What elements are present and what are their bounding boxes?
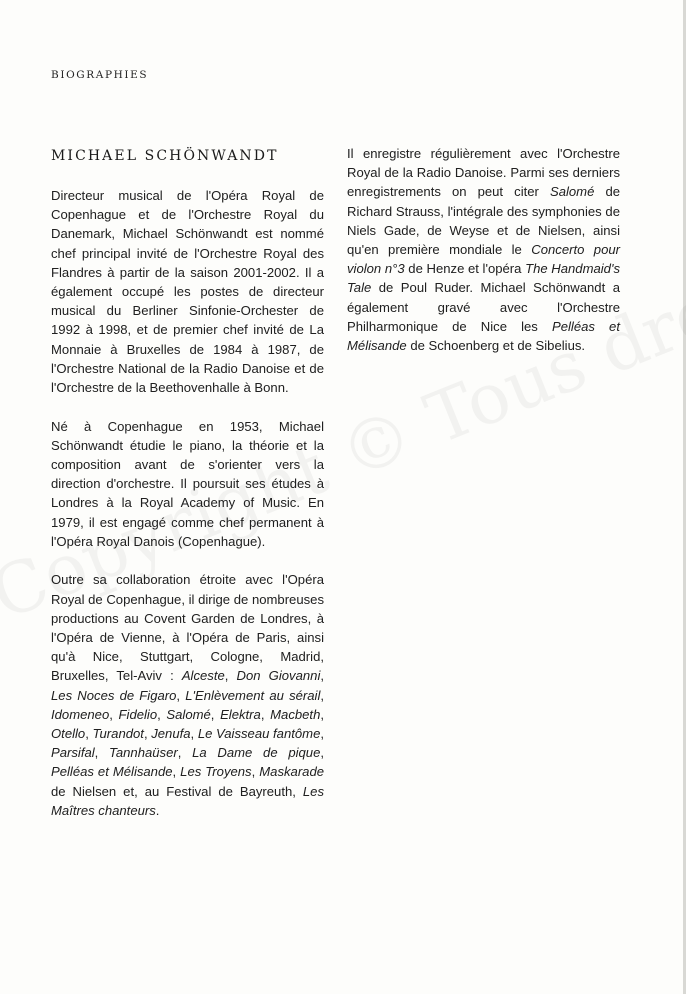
italic-title: Alceste	[181, 668, 225, 684]
paragraph	[51, 186, 324, 397]
text-run: ,	[260, 706, 271, 722]
text-run: Né à Copenhague en 1953, Michael Schönwandt étudie le piano, la théorie et la composition avant de s'orienter vers la direction d'orchestre. Il poursuit ses études à Londres à la Royal Academy of Music. En 1979, il est engagé comme chef permanent à l'Opéra Royal Danois (Copenhague).	[51, 418, 324, 549]
bio-title: MICHAEL SCHÖNWANDT	[51, 148, 279, 164]
italic-title: Fidelio	[118, 706, 158, 722]
italic-title: Le Vaisseau fantôme	[197, 726, 321, 742]
text-run: ,	[176, 687, 186, 703]
text-run: ,	[109, 706, 119, 722]
text-run: ,	[320, 668, 324, 684]
italic-title: Turandot	[92, 726, 144, 742]
text-run: ,	[251, 764, 260, 780]
right-column	[347, 144, 620, 375]
text-run: ,	[157, 706, 167, 722]
italic-title: Salomé	[166, 706, 211, 722]
italic-title: La Dame de pique	[192, 745, 321, 761]
italic-title: Jenufa	[151, 726, 191, 742]
italic-title: Les Maîtres chanteurs	[51, 783, 324, 818]
italic-title: Pelléas et Mélisande	[347, 318, 620, 354]
text-run: ,	[320, 726, 324, 742]
italic-title: Pelléas et Mélisande	[51, 764, 173, 780]
text-run: ,	[320, 687, 324, 703]
text-run: ,	[320, 745, 325, 761]
italic-title: Don Giovanni	[236, 668, 321, 684]
text-run: Outre sa collaboration étroite avec l'Opéra Royal de Copenhague, il dirige de nombreuses productions au Covent Garden de Londres, à l'Opéra de Vienne, à l'Opéra de Paris, ainsi qu'à Nice, Stuttgart, Cologne, Madrid, Bruxelles, Tel-Aviv :	[51, 572, 324, 684]
section-label: BIOGRAPHIES	[51, 69, 149, 81]
italic-title: Macbeth	[270, 706, 321, 722]
italic-title: L'Enlèvement au sérail	[185, 687, 321, 703]
text-run: ,	[210, 706, 221, 722]
text-run: ,	[85, 726, 93, 742]
text-run: de Nielsen et, au Festival de Bayreuth,	[51, 783, 303, 799]
paragraph	[347, 144, 620, 355]
italic-title: The Handmaid's Tale	[347, 261, 621, 296]
italic-title: Otello	[51, 726, 86, 742]
text-run: de Poul Ruder. Michael Schönwandt a également gravé avec l'Orchestre Philharmonique de Nice les	[347, 280, 620, 334]
text-run: de Henze et l'opéra	[404, 261, 526, 277]
italic-title: Idomeneo	[51, 706, 110, 722]
text-run: ,	[320, 706, 324, 722]
text-run: Il enregistre régulièrement avec l'Orchestre Royal de la Radio Danoise. Parmi ses derniers enregistrements on peut citer	[347, 146, 620, 200]
text-run: de Schoenberg et de Sibelius.	[406, 338, 586, 354]
italic-title: Maskarade	[259, 764, 325, 780]
italic-title: Elektra	[220, 706, 261, 722]
text-run: ,	[94, 745, 110, 761]
italic-title: Salomé	[549, 184, 595, 200]
italic-title: Les Troyens	[180, 764, 252, 780]
text-run: ,	[224, 668, 237, 684]
text-run: Directeur musical de l'Opéra Royal de Copenhague et de l'Orchestre Royal du Danemark, Michael Schönwandt est nommé chef principal invité de l'Orchestre Royal des Flandres à partir de la saison 2001-2002. Il a également occupé les postes de directeur musical du Berliner Sinfonie-Orchester de 1992 à 1998, et de premier chef invité de La Monnaie à Bruxelles de 1984 à 1987, de l'Orchestre National de la Radio Danoise et de l'Orchestre de la Beethovenhalle à Bonn.	[51, 188, 324, 396]
text-run: ,	[190, 726, 198, 742]
text-run: ,	[143, 726, 152, 742]
text-run: ,	[177, 745, 193, 761]
italic-title: Concerto pour violon n°3	[347, 242, 620, 277]
paragraph	[51, 570, 324, 820]
italic-title: Tannhaüser	[109, 745, 178, 761]
text-run: de Richard Strauss, l'intégrale des symphonies de Niels Gade, de Weyse et de Nielsen, ainsi qu'en première mondiale le	[347, 184, 621, 258]
text-run: ,	[172, 764, 181, 780]
italic-title: Les Noces de Figaro	[51, 687, 177, 703]
left-column	[51, 186, 324, 839]
text-run: .	[155, 802, 160, 818]
paragraph	[51, 417, 324, 551]
italic-title: Parsifal	[51, 745, 95, 761]
